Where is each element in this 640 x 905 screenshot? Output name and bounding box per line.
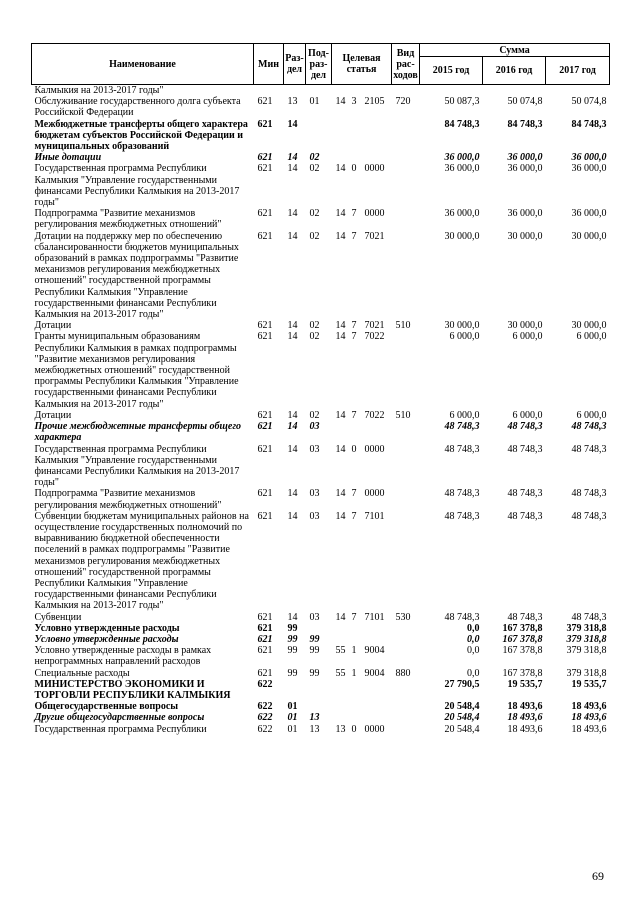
cell-razdel: 14 (287, 163, 298, 175)
table-row (32, 119, 610, 153)
cell-target-3: 9004 (364, 645, 385, 657)
cell-2015: 48 748,3 (444, 510, 480, 522)
cell-min: 621 (257, 510, 273, 522)
cell-2017: 18 493,6 (571, 701, 607, 713)
cell-razdel: 14 (287, 488, 298, 500)
table-row (32, 668, 610, 679)
budget-document (31, 43, 609, 735)
cell-2015: 20 548,4 (444, 701, 480, 713)
row-name: Условно утвержденные расходы (34, 633, 179, 645)
cell-target-2: 7 (351, 230, 357, 242)
cell-2015: 36 000,0 (444, 208, 480, 220)
table-row (32, 701, 610, 712)
cell-target-2: 0 (351, 723, 357, 735)
cell-target-3 (361, 421, 392, 443)
row-name: Другие общегосударственные вопросы (34, 712, 205, 724)
row-name: Общегосударственные вопросы (34, 701, 179, 713)
cell-target-2: 7 (351, 331, 357, 343)
cell-target-1 (332, 119, 348, 153)
cell-razdel: 14 (287, 611, 298, 623)
cell-min: 621 (257, 667, 273, 679)
cell-target-2: 1 (351, 667, 357, 679)
cell-target-3: 0000 (364, 723, 385, 735)
cell-podrazdel: 13 (309, 723, 320, 735)
cell-target-1: 14 (335, 331, 346, 343)
cell-2017: 48 748,3 (571, 443, 607, 455)
cell-razdel: 01 (287, 701, 298, 713)
cell-vid (392, 724, 420, 735)
cell-razdel: 99 (287, 667, 298, 679)
cell-2017: 84 748,3 (571, 118, 607, 130)
table-row (32, 231, 610, 321)
cell-min: 621 (257, 443, 273, 455)
cell-2015: 48 748,3 (444, 443, 480, 455)
cell-podrazdel: 03 (309, 611, 320, 623)
cell-2015: 0,0 (467, 667, 480, 679)
row-name: Иные дотации (34, 152, 102, 164)
cell-vid: 510 (395, 320, 411, 332)
cell-razdel: 14 (287, 421, 298, 433)
cell-target-1: 14 (335, 409, 346, 421)
cell-podrazdel: 02 (309, 230, 320, 242)
cell-2016: 18 493,6 (507, 712, 543, 724)
cell-target-3: 7021 (364, 320, 385, 332)
cell-2015: 48 748,3 (444, 611, 480, 623)
cell-vid: 530 (395, 611, 411, 623)
cell-min: 621 (257, 488, 273, 500)
cell-razdel: 99 (287, 633, 298, 645)
cell-min: 621 (257, 208, 273, 220)
cell-vid (392, 152, 420, 163)
table-header (32, 44, 610, 85)
cell-target-3: 7022 (364, 331, 385, 343)
cell-2015: 27 790,5 (444, 678, 480, 690)
cell-podrazdel (306, 701, 332, 712)
table-row (32, 634, 610, 645)
row-name: МИНИСТЕРСТВО ЭКОНОМИКИ И ТОРГОВЛИ РЕСПУБЛИКИ КАЛМЫКИЯ (34, 678, 231, 701)
cell-podrazdel: 03 (309, 421, 320, 433)
cell-razdel: 99 (287, 622, 298, 634)
cell-podrazdel: 02 (309, 320, 320, 332)
cell-2015: 0,0 (467, 622, 480, 634)
cell-2016: 30 000,0 (507, 320, 543, 332)
cell-2017: 36 000,0 (571, 152, 607, 164)
cell-2017: 379 318,8 (566, 667, 607, 679)
cell-2015: 6 000,0 (449, 409, 480, 421)
cell-vid: 880 (395, 667, 411, 679)
header-razdel: Раз-дел (284, 44, 306, 85)
cell-vid (392, 85, 420, 97)
row-name: Дотации на поддержку мер по обеспечению сбалансированности бюджетов муниципальных образований в рамках подпрограммы "Развитие механизмов регулирования межбюджетных отношений" государственной программы Республики Калмыкия "Управление государственными финансами Республики Калмыкия на 2013-2017 годы" (34, 230, 239, 321)
cell-target-1 (332, 712, 348, 723)
cell-target-2: 3 (351, 96, 357, 108)
cell-2017: 6 000,0 (576, 331, 607, 343)
table-row (32, 444, 610, 489)
cell-target-2: 7 (351, 488, 357, 500)
cell-2017: 19 535,7 (571, 678, 607, 690)
cell-vid (392, 444, 420, 489)
cell-vid (392, 701, 420, 712)
cell-2016: 18 493,6 (507, 701, 543, 713)
cell-2017: 30 000,0 (571, 230, 607, 242)
cell-2016: 36 000,0 (507, 152, 543, 164)
cell-razdel: 14 (287, 409, 298, 421)
table-row (32, 320, 610, 331)
cell-target-2: 7 (351, 208, 357, 220)
cell-target-2 (348, 712, 361, 723)
cell-min: 621 (257, 96, 273, 108)
page-number: 69 (592, 869, 604, 883)
cell-min: 621 (257, 421, 273, 433)
table-row (32, 96, 610, 118)
table-row (32, 645, 610, 667)
cell-2016: 167 378,8 (502, 633, 543, 645)
cell-podrazdel: 99 (309, 645, 320, 657)
cell-min: 621 (257, 611, 273, 623)
cell-target-1: 14 (335, 96, 346, 108)
cell-2017: 36 000,0 (571, 163, 607, 175)
cell-razdel: 14 (287, 118, 298, 130)
row-name: Государственная программа Республики Калмыкия "Управление государственными финансами Республики Калмыкия на 2013-2017 годы" (34, 163, 240, 209)
cell-2015: 0,0 (467, 645, 480, 657)
cell-target-3: 0000 (364, 208, 385, 220)
cell-min: 621 (257, 152, 273, 164)
header-min: Мин (254, 44, 284, 85)
cell-podrazdel (306, 119, 332, 153)
cell-target-3: 0000 (364, 163, 385, 175)
cell-vid (392, 331, 420, 409)
cell-podrazdel: 03 (309, 510, 320, 522)
cell-vid (392, 645, 420, 667)
cell-target-1: 14 (335, 163, 346, 175)
cell-razdel: 14 (287, 208, 298, 220)
cell-vid (392, 231, 420, 321)
cell-min: 621 (257, 622, 273, 634)
table-row (32, 488, 610, 510)
row-name: Дотации (34, 320, 72, 332)
cell-2017: 18 493,6 (571, 723, 607, 735)
cell-2017: 48 748,3 (571, 488, 607, 500)
cell-target-2 (348, 623, 361, 634)
cell-podrazdel: 02 (309, 208, 320, 220)
cell-2017: 48 748,3 (571, 421, 607, 433)
cell-2016: 36 000,0 (507, 208, 543, 220)
cell-vid (392, 421, 420, 443)
cell-podrazdel: 03 (309, 443, 320, 455)
cell-target-1: 13 (335, 723, 346, 735)
cell-2016: 167 378,8 (502, 622, 543, 634)
cell-target-1 (332, 85, 348, 97)
cell-2015: 20 548,4 (444, 723, 480, 735)
cell-2017: 36 000,0 (571, 208, 607, 220)
cell-podrazdel: 03 (309, 488, 320, 500)
cell-target-3 (361, 85, 392, 97)
cell-2015: 20 548,4 (444, 712, 480, 724)
cell-target-1 (332, 679, 348, 701)
table-row (32, 163, 610, 208)
cell-razdel (284, 679, 306, 701)
header-sum: Сумма (420, 44, 610, 57)
cell-podrazdel: 99 (309, 667, 320, 679)
cell-vid (392, 163, 420, 208)
table-row (32, 152, 610, 163)
row-name: Государственная программа Республики (34, 723, 207, 735)
row-name: Подпрограмма "Развитие механизмов регулирования межбюджетных отношений" (34, 208, 222, 231)
cell-target-3 (361, 152, 392, 163)
cell-2015: 84 748,3 (444, 118, 480, 130)
row-name: Субвенции (34, 611, 82, 623)
cell-2015: 50 087,3 (444, 96, 480, 108)
cell-vid (392, 488, 420, 510)
cell-min: 621 (257, 230, 273, 242)
cell-2017: 50 074,8 (571, 96, 607, 108)
table-row (32, 612, 610, 623)
header-2017: 2017 год (546, 57, 610, 85)
cell-2016: 6 000,0 (512, 409, 543, 421)
cell-vid: 510 (395, 409, 411, 421)
table-row (32, 623, 610, 634)
cell-min (254, 85, 284, 97)
cell-2016: 48 748,3 (507, 488, 543, 500)
cell-target-1: 14 (335, 510, 346, 522)
cell-target-3: 0000 (364, 488, 385, 500)
row-name: Обслуживание государственного долга субъекта Российской Федерации (34, 96, 241, 119)
cell-min: 621 (257, 645, 273, 657)
table-row (32, 85, 610, 97)
cell-2017: 379 318,8 (566, 633, 607, 645)
cell-target-2: 7 (351, 320, 357, 332)
cell-razdel: 14 (287, 320, 298, 332)
cell-target-3 (361, 712, 392, 723)
cell-min: 621 (257, 633, 273, 645)
table-row (32, 679, 610, 701)
cell-podrazdel: 13 (309, 712, 320, 724)
cell-2015: 36 000,0 (444, 163, 480, 175)
cell-target-2: 0 (351, 443, 357, 455)
cell-2015: 30 000,0 (444, 320, 480, 332)
header-name: Наименование (32, 44, 254, 85)
cell-target-1 (332, 634, 348, 645)
cell-2017: 48 748,3 (571, 611, 607, 623)
cell-target-1 (332, 421, 348, 443)
cell-podrazdel: 02 (309, 409, 320, 421)
cell-2015: 0,0 (467, 633, 480, 645)
cell-2015: 48 748,3 (444, 421, 480, 433)
cell-target-2: 7 (351, 611, 357, 623)
header-2016: 2016 год (483, 57, 546, 85)
cell-target-3 (361, 623, 392, 634)
cell-2015: 6 000,0 (449, 331, 480, 343)
table-row (32, 724, 610, 735)
row-name: Гранты муниципальным образованиям Республики Калмыкия в рамках подпрограммы "Развитие механизмов регулирования межбюджетных отношений" государственной программы Республики Калмыкия "Управление государственными финансами Республики Калмыкия на 2013-2017 годы" (34, 331, 239, 410)
header-podrazdel: Под-раз-дел (306, 44, 332, 85)
cell-target-2 (348, 701, 361, 712)
cell-razdel: 14 (287, 443, 298, 455)
cell-2016: 48 748,3 (507, 421, 543, 433)
cell-target-3: 0000 (364, 443, 385, 455)
table-body (32, 85, 610, 735)
cell-2015: 48 748,3 (444, 488, 480, 500)
cell-target-2 (348, 421, 361, 443)
cell-target-3: 7021 (364, 230, 385, 242)
cell-min: 622 (257, 723, 273, 735)
cell-target-2 (348, 152, 361, 163)
cell-target-1: 14 (335, 611, 346, 623)
table-row (32, 421, 610, 443)
cell-2017: 379 318,8 (566, 645, 607, 657)
cell-target-2 (348, 119, 361, 153)
cell-min: 622 (257, 701, 273, 713)
cell-vid (392, 679, 420, 701)
row-name: Специальные расходы (34, 667, 130, 679)
row-name: Дотации (34, 409, 72, 421)
cell-razdel (284, 85, 306, 97)
table-row (32, 331, 610, 409)
cell-2016: 167 378,8 (502, 645, 543, 657)
cell-2015 (420, 85, 483, 97)
cell-vid (392, 712, 420, 723)
cell-target-1: 14 (335, 488, 346, 500)
table-row (32, 511, 610, 612)
cell-target-3 (361, 119, 392, 153)
cell-target-1 (332, 623, 348, 634)
cell-2017: 18 493,6 (571, 712, 607, 724)
cell-vid (392, 634, 420, 645)
cell-2016: 18 493,6 (507, 723, 543, 735)
cell-target-3: 7101 (364, 611, 385, 623)
cell-2017: 30 000,0 (571, 320, 607, 332)
cell-target-2: 7 (351, 510, 357, 522)
cell-target-2 (348, 679, 361, 701)
header-2015: 2015 год (420, 57, 483, 85)
cell-2016: 30 000,0 (507, 230, 543, 242)
cell-target-1: 14 (335, 230, 346, 242)
cell-min: 622 (257, 678, 273, 690)
cell-razdel: 13 (287, 96, 298, 108)
cell-podrazdel: 02 (309, 152, 320, 164)
cell-min: 621 (257, 320, 273, 332)
cell-2017: 379 318,8 (566, 622, 607, 634)
cell-razdel: 14 (287, 152, 298, 164)
cell-target-3: 2105 (364, 96, 385, 108)
cell-target-3: 9004 (364, 667, 385, 679)
cell-target-1: 14 (335, 320, 346, 332)
cell-target-3: 7022 (364, 409, 385, 421)
row-name: Межбюджетные трансферты общего характера бюджетам субъектов Российской Федерации и муниципальных образований (34, 118, 248, 153)
cell-2015: 30 000,0 (444, 230, 480, 242)
cell-vid: 720 (395, 96, 411, 108)
cell-min: 621 (257, 331, 273, 343)
cell-podrazdel: 99 (309, 633, 320, 645)
cell-razdel: 14 (287, 331, 298, 343)
cell-target-2 (348, 634, 361, 645)
header-vid: Вид рас-ходов (392, 44, 420, 85)
cell-vid (392, 208, 420, 230)
cell-razdel: 99 (287, 645, 298, 657)
cell-2016: 6 000,0 (512, 331, 543, 343)
cell-target-1 (332, 701, 348, 712)
cell-min: 621 (257, 409, 273, 421)
header-target: Целевая статья (332, 44, 392, 85)
cell-podrazdel (306, 623, 332, 634)
cell-podrazdel (306, 679, 332, 701)
row-name: Подпрограмма "Развитие механизмов регулирования межбюджетных отношений" (34, 488, 222, 511)
row-name: Условно утвержденные расходы в рамках непрограммных направлений расходов (34, 645, 212, 668)
cell-2016: 48 748,3 (507, 443, 543, 455)
table-row (32, 410, 610, 421)
cell-podrazdel (306, 85, 332, 97)
cell-vid (392, 623, 420, 634)
cell-vid (392, 119, 420, 153)
cell-2016: 48 748,3 (507, 611, 543, 623)
cell-2015: 36 000,0 (444, 152, 480, 164)
cell-target-1: 14 (335, 208, 346, 220)
cell-target-3 (361, 679, 392, 701)
cell-target-2: 7 (351, 409, 357, 421)
budget-table (31, 43, 610, 735)
table-row (32, 712, 610, 723)
cell-2016: 19 535,7 (507, 678, 543, 690)
cell-target-3: 7101 (364, 510, 385, 522)
cell-razdel: 01 (287, 723, 298, 735)
cell-target-2: 1 (351, 645, 357, 657)
row-name: Государственная программа Республики Калмыкия "Управление государственными финансами Республики Калмыкия на 2013-2017 годы" (34, 443, 240, 489)
row-name: Прочие межбюджетные трансферты общего характера (34, 421, 242, 444)
table-row (32, 208, 610, 230)
cell-target-1 (332, 152, 348, 163)
cell-target-1: 55 (335, 645, 346, 657)
cell-2016: 84 748,3 (507, 118, 543, 130)
cell-2017 (546, 85, 610, 97)
cell-podrazdel: 01 (309, 96, 320, 108)
cell-2016: 167 378,8 (502, 667, 543, 679)
cell-min: 622 (257, 712, 273, 724)
cell-2016: 36 000,0 (507, 163, 543, 175)
cell-min: 621 (257, 163, 273, 175)
cell-target-1: 14 (335, 443, 346, 455)
row-name: Калмыкия на 2013-2017 годы" (34, 85, 164, 96)
cell-2017: 6 000,0 (576, 409, 607, 421)
cell-target-1: 55 (335, 667, 346, 679)
row-name: Условно утвержденные расходы (34, 622, 180, 634)
cell-podrazdel: 02 (309, 163, 320, 175)
cell-podrazdel: 02 (309, 331, 320, 343)
cell-min: 621 (257, 118, 273, 130)
cell-2016: 48 748,3 (507, 510, 543, 522)
cell-target-2: 0 (351, 163, 357, 175)
cell-2016 (483, 85, 546, 97)
cell-target-3 (361, 701, 392, 712)
cell-vid (392, 511, 420, 612)
cell-target-3 (361, 634, 392, 645)
row-name: Субвенции бюджетам муниципальных районов на осуществление государственных полномочий по выравниванию бюджетной обеспеченности поселений в рамках подпрограммы "Развитие механизмов регулирования межбюджетных отношений" государственной программы Республики Калмыкия "Управление государственными финансами Республики Калмыкия на 2013-2017 годы" (34, 510, 249, 612)
cell-razdel: 14 (287, 230, 298, 242)
cell-razdel: 14 (287, 510, 298, 522)
cell-2016: 50 074,8 (507, 96, 543, 108)
cell-target-2 (348, 85, 361, 97)
cell-2017: 48 748,3 (571, 510, 607, 522)
cell-razdel: 01 (287, 712, 298, 724)
